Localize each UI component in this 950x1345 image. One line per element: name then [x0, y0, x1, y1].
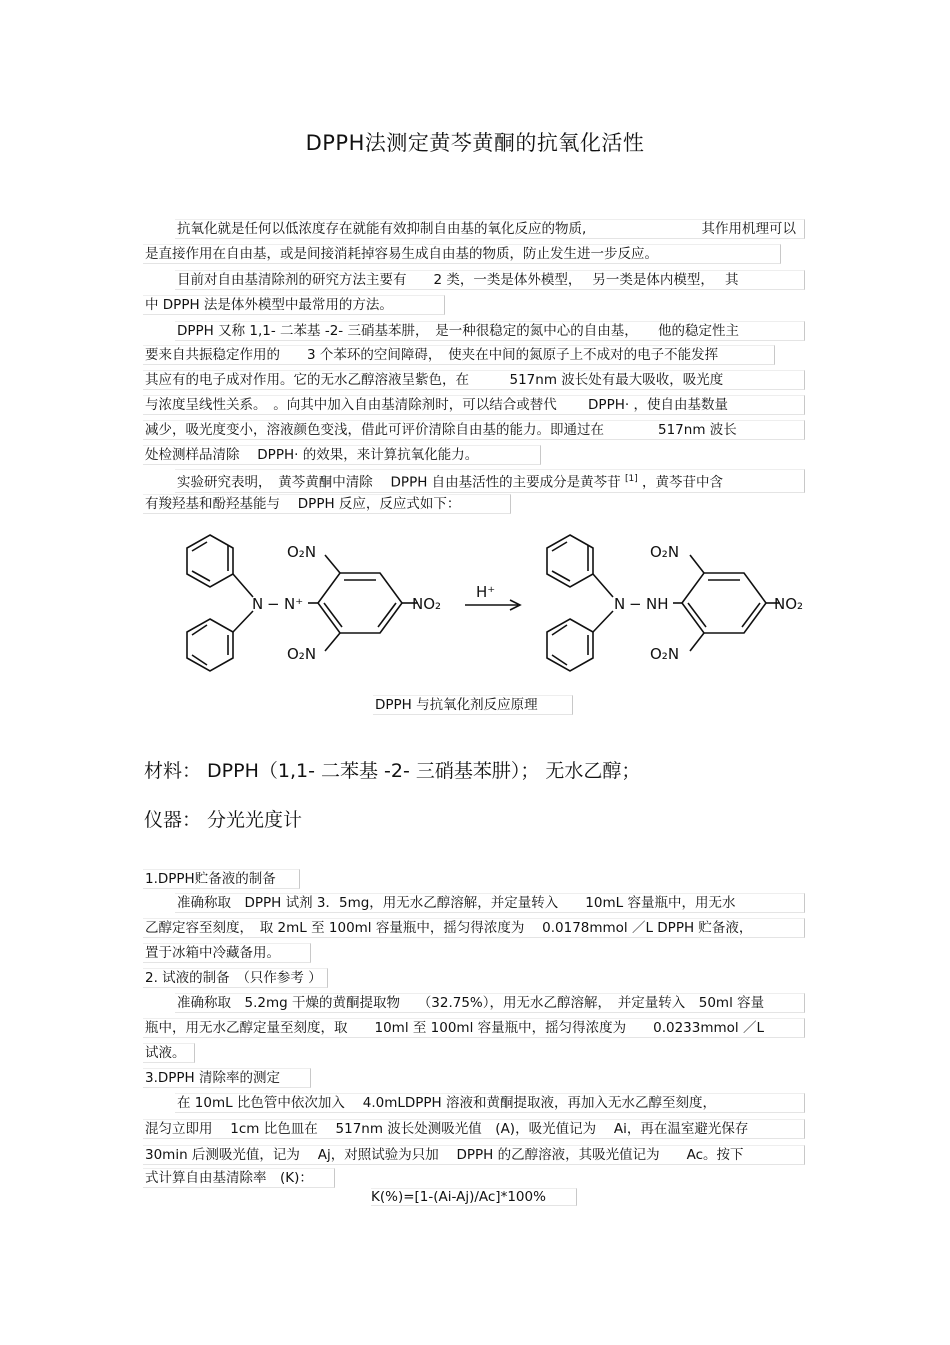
- phenyl-ring-left-top: [187, 535, 233, 587]
- intro-line-1: [175, 219, 805, 239]
- citation-ref: [1]: [624, 474, 638, 484]
- section-2-line-1: 准确称取 5.2mg 干燥的黄酮提取物 （32.75%），用无水乙醇溶解， 并定量转入 50ml 容量: [175, 993, 805, 1013]
- intro-line-1b: 其作用机理可以: [701, 221, 796, 237]
- clearance-formula: K(%)=[1-(Ai-Aj)/Ac]*100%: [371, 1188, 577, 1206]
- page-title: DPPH法测定黄芩黄酮的抗氧化活性: [305, 131, 645, 155]
- intro-line-7: 其应有的电子成对作用。它的无水乙醇溶液呈紫色，在 517nm 波长处有最大吸收，吸光度: [143, 370, 805, 390]
- instruments-line: 仪器： 分光光度计: [144, 809, 303, 831]
- intro-line-3: 目前对自由基清除剂的研究方法主要有 2 类，一类是体外模型， 另一类是体内模型， 其: [175, 270, 805, 290]
- section-2-line-2: 瓶中，用无水乙醇定量至刻度，取 10ml 至 100ml 容量瓶中，摇匀得浓度为 0.0233mmol ／L: [143, 1018, 805, 1038]
- intro-line-12: 有羧羟基和酚羟基能与 DPPH 反应，反应式如下：: [143, 494, 511, 514]
- phenyl-ring-left-bottom: [187, 619, 233, 671]
- materials-line: 材料： DPPH（1,1- 二苯基 -2- 三硝基苯肼）； 无水乙醇；: [144, 760, 641, 782]
- section-1-line-3: 置于冰箱中冷藏备用。: [143, 943, 311, 963]
- left-n-dash: −: [267, 595, 280, 613]
- section-2-title: 2. 试液的制备 （只作参考 ）: [143, 968, 328, 988]
- section-3-title: 3.DPPH 清除率的测定: [143, 1068, 311, 1088]
- intro-line-2: 是直接作用在自由基，或是间接消耗掉容易生成自由基的物质，防止发生进一步反应。: [143, 244, 781, 264]
- picryl-ring-left: [318, 573, 402, 633]
- intro-line-11: [175, 469, 805, 493]
- right-o2n-bottom: O₂N: [650, 645, 680, 663]
- right-n-dash: −: [629, 595, 642, 613]
- left-o2n-top: O₂N: [287, 543, 317, 561]
- left-n2: N⁺: [284, 595, 304, 613]
- left-n1: N: [252, 595, 264, 613]
- intro-line-11a: 实验研究表明， 黄芩黄酮中清除 DPPH 自由基活性的主要成分是黄芩苷: [177, 474, 621, 491]
- section-1-line-1: 准确称取 DPPH 试剂 3．5mg，用无水乙醇溶解，并定量转入 10mL 容量瓶中，用无水: [175, 893, 805, 913]
- section-3-line-2: 混匀立即用 1cm 比色皿在 517nm 波长处测吸光值 (A)，吸光值记为 Ai，再在温室避光保存: [143, 1119, 805, 1139]
- section-2-line-3: 试液。: [143, 1043, 195, 1063]
- section-3-line-4: 式计算自由基清除率 (K)：: [143, 1168, 335, 1188]
- intro-line-10: 处检测样品清除 DPPH· 的效果，来计算抗氧化能力。: [143, 445, 541, 465]
- catalyst-label: H⁺: [476, 583, 496, 601]
- reaction-caption: DPPH 与抗氧化剂反应原理: [373, 695, 573, 715]
- phenyl-ring-right-bottom: [547, 619, 593, 671]
- intro-line-11b: ，黄芩苷中含: [642, 474, 724, 491]
- section-1-title: 1.DPPH贮备液的制备: [143, 869, 300, 889]
- section-1-line-2: 乙醇定容至刻度， 取 2mL 至 100ml 容量瓶中，摇匀得浓度为 0.0178mmol ／L DPPH 贮备液，: [143, 918, 805, 938]
- left-o2n-bottom: O₂N: [287, 645, 317, 663]
- right-nh: NH: [646, 595, 669, 613]
- right-n: N: [614, 595, 626, 613]
- intro-line-9: 减少，吸光度变小，溶液颜色变浅，借此可评价清除自由基的能力。即通过在 517nm 波长: [143, 420, 805, 440]
- right-o2n-top: O₂N: [650, 543, 680, 561]
- section-3-line-3: 30min 后测吸光值，记为 Aj，对照试验为只加 DPPH 的乙醇溶液，其吸光值记为 Ac。按下: [143, 1145, 805, 1165]
- intro-line-6: 要来自共振稳定作用的 3 个苯环的空间障碍， 使夹在中间的氮原子上不成对的电子不能发挥: [143, 345, 775, 365]
- section-3-line-1: 在 10mL 比色管中依次加入 4.0mLDPPH 溶液和黄酮提取液，再加入无水乙醇至刻度，: [175, 1093, 805, 1113]
- picryl-ring-right: [682, 573, 766, 633]
- right-no2: NO₂: [774, 595, 804, 613]
- phenyl-ring-right-top: [547, 535, 593, 587]
- intro-line-1a: 抗氧化就是任何以低浓度存在就能有效抑制自由基的氧化反应的物质,: [177, 221, 587, 237]
- intro-line-5: DPPH 又称 1,1- 二苯基 -2- 三硝基苯肼， 是一种很稳定的氮中心的自由基， 他的稳定性主: [175, 321, 805, 341]
- left-no2: NO₂: [412, 595, 442, 613]
- reaction-scheme: [150, 525, 820, 695]
- intro-line-8: 与浓度呈线性关系。 。向其中加入自由基清除剂时，可以结合或替代 DPPH· ，使自由基数量: [143, 395, 805, 415]
- intro-line-4: 中 DPPH 法是体外模型中最常用的方法。: [143, 295, 445, 315]
